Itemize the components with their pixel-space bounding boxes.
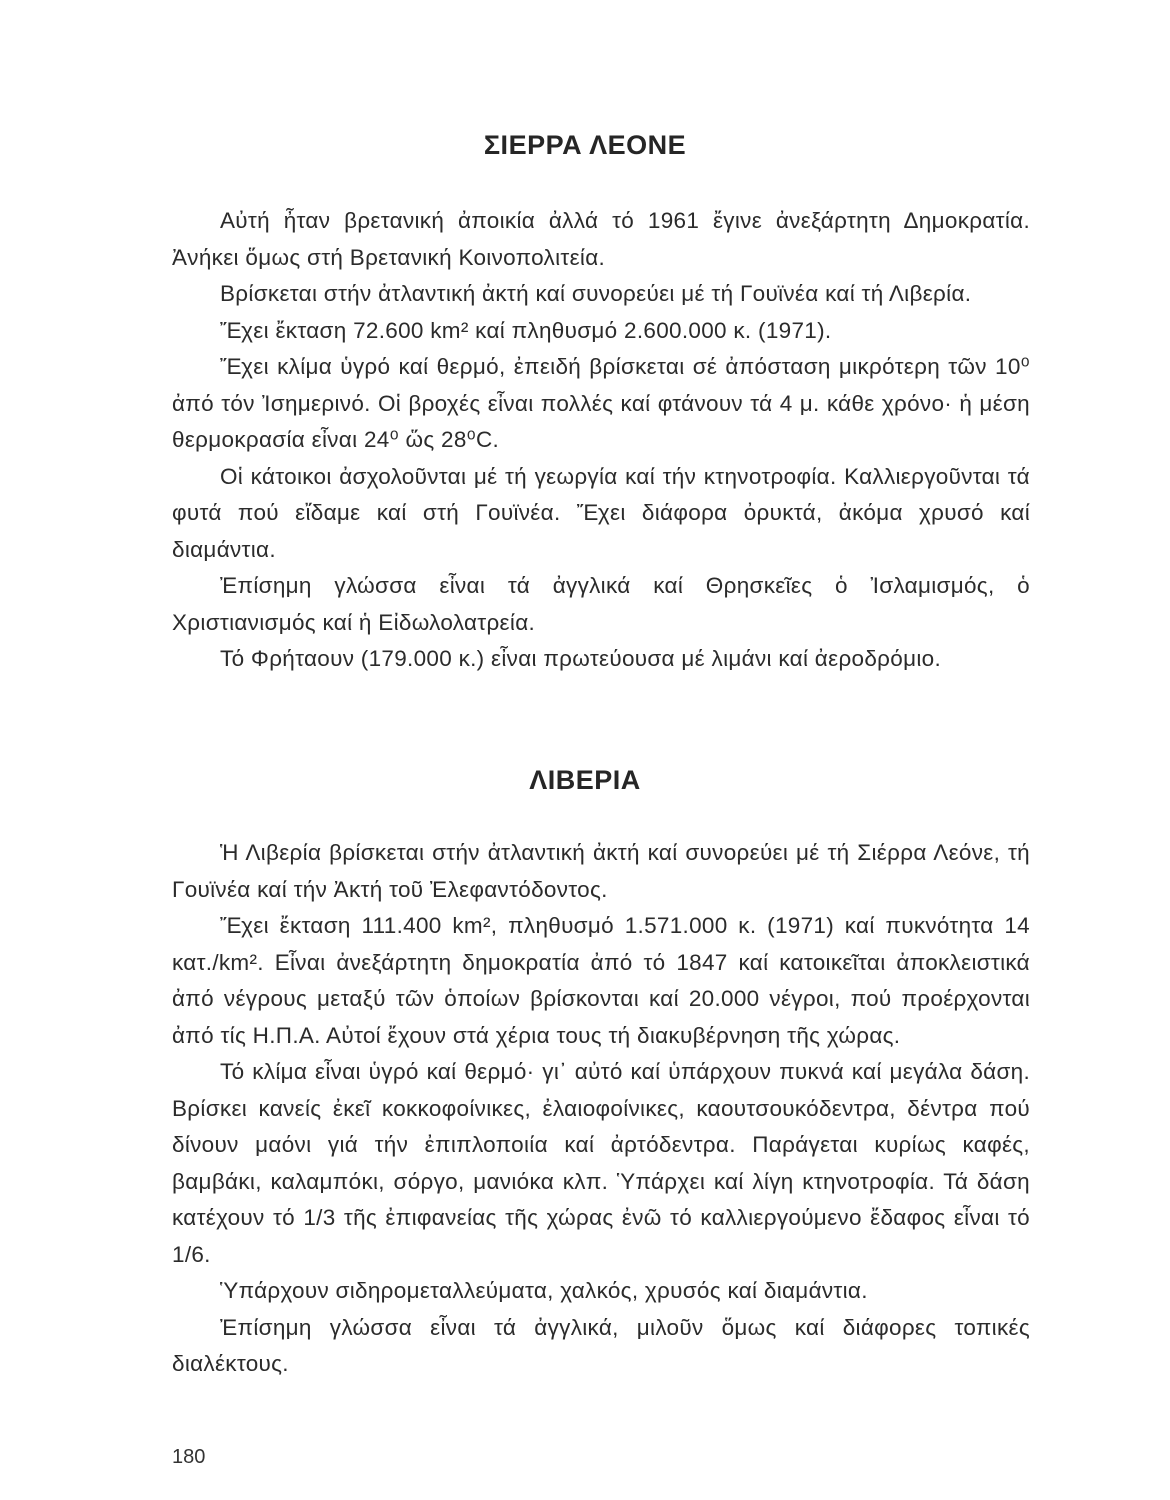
paragraph: Τό κλίμα εἶναι ὑγρό καί θερμό· γι᾿ αὐτό καί ὑπάρχουν πυκνά καί μεγάλα δάση. Βρίσκει κανείς ἐκεῖ κοκκοφοίνικες, ἐλαιοφοίνικες, καουτσουκόδεντρα, δέντρα πού δίνουν μαόνι γιά τήν ἐπιπλοποιία καί ἀρτόδεντρα. Παράγεται κυρίως καφές, βαμβάκι, καλαμπόκι, σόργο, μανιόκα κλπ. Ὑπάρχει καί λίγη κτηνοτροφία. Τά δάση κατέχουν τό 1/3 τῆς ἐπιφανείας τῆς χώρας ἐνῶ τό καλλιεργούμενο ἔδαφος εἶναι τό 1/6. [172, 1059, 1030, 1267]
paragraph: Αὐτή ἦταν βρετανική ἀποικία ἀλλά τό 1961 ἔγινε ἀνεξάρτητη Δημοκρατία. Ἀνήκει ὅμως στή Βρετανική Κοινοπολιτεία. [172, 208, 1030, 270]
section-title-sierra-leone: ΣΙΕΡΡΑ ΛΕΟΝΕ [483, 130, 687, 160]
paragraph: Ἔχει ἔκταση 111.400 km², πληθυσμό 1.571.000 κ. (1971) καί πυκνότητα 14 κατ./km². Εἶναι ἀνεξάρτητη δημοκρατία ἀπό τό 1847 καί κατοικεῖται ἀποκλειστικά ἀπό νέγρους μεταξύ τῶν ὁποίων βρίσκονται καί 20.000 νέγροι, πού προέρχονται ἀπό τίς Η.Π.Α. Αὐτοί ἔχουν στά χέρια τους τή διακυβέρνηση τῆς χώρας. [172, 913, 1030, 1048]
liberia-text [172, 835, 1030, 1383]
paragraph: Ἔχει ἔκταση 72.600 km² καί πληθυσμό 2.600.000 κ. (1971). [220, 317, 832, 343]
paragraph: Ἐπίσημη γλώσσα εἶναι τά ἀγγλικά, μιλοῦν ὅμως καί διάφορες τοπικές διαλέκτους. [172, 1314, 1030, 1376]
paragraph: Ὑπάρχουν σιδηρομεταλλεύματα, χαλκός, χρυσός καί διαμάντια. [220, 1278, 868, 1303]
section-title-liberia: ΛΙΒΕΡΙΑ [529, 765, 641, 795]
page-number: 180 [172, 1446, 206, 1468]
sierra-leone-text [172, 203, 1030, 678]
paragraph: Οἱ κάτοικοι ἀσχολοῦνται μέ τή γεωργία καί τήν κτηνοτροφία. Καλλιεργοῦνται τά φυτά πού εἴδαμε καί στή Γουϊνέα. Ἔχει διάφορα ὀρυκτά, ἀκόμα χρυσό καί διαμάντια. [172, 463, 1030, 562]
paragraph: Βρίσκεται στήν ἀτλαντική ἀκτή καί συνορεύει μέ τή Γουϊνέα καί τή Λιβερία. [220, 281, 972, 306]
paragraph: Ἡ Λιβερία βρίσκεται στήν ἀτλαντική ἀκτή καί συνορεύει μέ τή Σιέρρα Λεόνε, τή Γουϊνέα καί τήν Ἀκτή τοῦ Ἐλεφαντόδοντος. [172, 840, 1030, 902]
paragraph: Τό Φρήταουν (179.000 κ.) εἶναι πρωτεύουσα μέ λιμάνι καί ἀεροδρόμιο. [220, 646, 942, 671]
paragraph: Ἐπίσημη γλώσσα εἶναι τά ἀγγλικά καί Θρησκεῖες ὁ Ἰσλαμισμός, ὁ Χριστιανισμός καί ἡ Εἰδωλολατρεία. [172, 573, 1030, 635]
paragraph: Ἔχει κλίμα ὑγρό καί θερμό, ἐπειδή βρίσκεται σέ ἀπόσταση μικρότερη τῶν 10⁰ ἀπό τόν Ἰσημερινό. Οἱ βροχές εἶναι πολλές καί φτάνουν τά 4 μ. κάθε χρόνο· ἡ μέση θερμοκρασία εἶναι 24⁰ ὥς 28⁰C. [172, 354, 1030, 452]
